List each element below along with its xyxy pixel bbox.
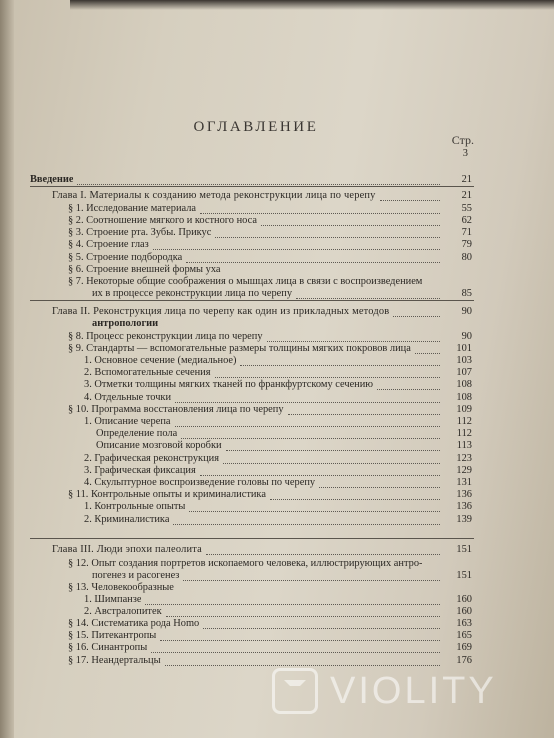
toc-entry-label: § 12. Опыт создания портретов ископаемого человека, иллюстрирующих антро- bbox=[68, 558, 423, 569]
toc-leader-dots bbox=[181, 437, 440, 439]
watermark-text: VIOLITY bbox=[330, 670, 497, 712]
toc-entry-label: 4. Скульптурное воспроизведение головы по черепу bbox=[84, 477, 316, 488]
watermark-logo-icon bbox=[272, 668, 318, 714]
toc-leader-dots bbox=[319, 486, 440, 488]
toc-entry-page: 160 bbox=[456, 594, 472, 605]
watermark bbox=[272, 668, 542, 720]
toc-entry-page: 62 bbox=[461, 215, 472, 226]
toc-entry-label: Глава I. Материалы к созданию метода реконструкции лица по черепу bbox=[52, 190, 376, 201]
toc-entry-label: § 9. Стандарты — вспомогательные размеры толщины мягких покровов лица bbox=[68, 343, 411, 354]
toc-entry-page: 80 bbox=[461, 252, 472, 263]
toc-entry-label: 3. Отметки толщины мягких тканей по франкфуртскому сечению bbox=[84, 379, 374, 390]
toc-entry-page: 109 bbox=[456, 404, 472, 415]
toc-entry-page: 169 bbox=[456, 642, 472, 653]
toc-leader-dots bbox=[380, 199, 440, 201]
section-divider bbox=[30, 538, 474, 539]
toc-leader-dots bbox=[175, 425, 440, 427]
toc-entry-label: 1. Основное сечение (медиальное) bbox=[84, 355, 237, 366]
toc-entry-label: § 10. Программа восстановления лица по черепу bbox=[68, 404, 284, 415]
toc-entry-page: 103 bbox=[456, 355, 472, 366]
toc-entry-label: 4. Отдельные точки bbox=[84, 392, 172, 403]
toc-entry-label: Описание мозговой коробки bbox=[96, 440, 222, 451]
toc-entry-label: § 16. Синантропы bbox=[68, 642, 148, 653]
toc-entry-label: § 14. Систематика рода Homo bbox=[68, 618, 200, 629]
toc-entry-label: их в процессе реконструкции лица по черепу bbox=[92, 288, 293, 299]
toc-leader-dots bbox=[173, 523, 440, 525]
toc-leader-dots bbox=[186, 261, 440, 263]
toc-leader-dots bbox=[270, 498, 440, 500]
page-gutter-shadow bbox=[0, 0, 14, 738]
toc-entry-page: 21 bbox=[461, 190, 472, 201]
toc-leader-dots bbox=[393, 315, 440, 317]
toc-leader-dots bbox=[240, 364, 440, 366]
toc-entry-page: 21 bbox=[461, 174, 472, 185]
toc-entry-label: § 13. Человекообразные bbox=[68, 582, 174, 593]
toc-leader-dots bbox=[166, 615, 440, 617]
toc-entry-label: § 3. Строение рта. Зубы. Прикус bbox=[68, 227, 212, 238]
toc-entry-label: § 15. Питекантропы bbox=[68, 630, 157, 641]
toc-entry-page: 108 bbox=[456, 392, 472, 403]
toc-entry-label: § 1. Исследование материала bbox=[68, 203, 197, 214]
toc-leader-dots bbox=[261, 224, 440, 226]
toc-leader-dots bbox=[77, 183, 440, 185]
toc-entry-label: § 17. Неандертальцы bbox=[68, 655, 161, 666]
toc-entry-label: 2. Австралопитек bbox=[84, 606, 162, 617]
toc-entry-label: 2. Криминалистика bbox=[84, 514, 170, 525]
toc-entry-page: 85 bbox=[461, 288, 472, 299]
toc-entry-label: § 7. Некоторые общие соображения о мышцах лица в связи с воспроизведением bbox=[68, 276, 423, 287]
toc-entry-label: § 2. Соотношение мягкого и костного носа bbox=[68, 215, 257, 226]
toc-entry-label: Определение пола bbox=[96, 428, 178, 439]
toc-entry-page: 101 bbox=[456, 343, 472, 354]
toc-entry-page: 112 bbox=[456, 428, 472, 439]
toc-leader-dots bbox=[175, 401, 440, 403]
toc-entry-page: 90 bbox=[461, 306, 472, 317]
toc-entry-label: 1. Контрольные опыты bbox=[84, 501, 186, 512]
toc-entry-page: 163 bbox=[456, 618, 472, 629]
section-divider bbox=[30, 186, 474, 187]
toc-entry-page: 176 bbox=[456, 655, 472, 666]
toc-entry-page: 108 bbox=[456, 379, 472, 390]
toc-entry-label: § 11. Контрольные опыты и криминалистика bbox=[68, 489, 266, 500]
toc-entry-label: § 5. Строение подбородка bbox=[68, 252, 183, 263]
toc-entry-page: 165 bbox=[456, 630, 472, 641]
toc-entry-page: 129 bbox=[456, 465, 472, 476]
toc-entry-label: 2. Графическая реконструкция bbox=[84, 453, 219, 464]
toc-entry-label: § 4. Строение глаз bbox=[68, 239, 149, 250]
toc-leader-dots bbox=[189, 510, 440, 512]
toc-leader-dots bbox=[377, 388, 440, 390]
toc-leader-dots bbox=[203, 627, 440, 629]
toc-entry-label: 2. Вспомогательные сечения bbox=[84, 367, 211, 378]
toc-entry-label: § 8. Процесс реконструкции лица по черепу bbox=[68, 331, 263, 342]
toc-entry-page: 136 bbox=[456, 489, 472, 500]
toc-entry-label: 1. Описание черепа bbox=[84, 416, 171, 427]
toc-leader-dots bbox=[165, 664, 440, 666]
toc-entry-page: 71 bbox=[461, 227, 472, 238]
toc-leader-dots bbox=[160, 639, 440, 641]
toc-leader-dots bbox=[226, 449, 440, 451]
toc-entry-page: 55 bbox=[461, 203, 472, 214]
toc-entry-label: 3. Графическая фиксация bbox=[84, 465, 196, 476]
toc-entry-page: 136 bbox=[456, 501, 472, 512]
toc-entry-label: Введение bbox=[30, 174, 74, 185]
toc-entry-label: антропологии bbox=[92, 318, 159, 329]
toc-entry-page: 113 bbox=[456, 440, 472, 451]
toc-entry-page: 90 bbox=[461, 331, 472, 342]
section-divider bbox=[30, 300, 474, 301]
page-column-header: Стр. bbox=[451, 133, 474, 147]
toc-entry-page: 160 bbox=[456, 606, 472, 617]
toc-leader-dots bbox=[153, 248, 440, 250]
toc-leader-dots bbox=[145, 603, 440, 605]
toc-entry-label: § 6. Строение внешней формы уха bbox=[68, 264, 221, 275]
toc-entry-page: 151 bbox=[456, 570, 472, 581]
toc-leader-dots bbox=[183, 579, 440, 581]
toc-leader-dots bbox=[223, 462, 440, 464]
toc-leader-dots bbox=[151, 651, 440, 653]
toc-leader-dots bbox=[415, 352, 440, 354]
toc-leader-dots bbox=[200, 212, 440, 214]
toc-entry-page: 139 bbox=[456, 514, 472, 525]
toc-leader-dots bbox=[267, 340, 440, 342]
toc-leader-dots bbox=[200, 474, 440, 476]
toc-entry-page: 79 bbox=[461, 239, 472, 250]
toc-entry-label: погенез и расогенез bbox=[92, 570, 180, 581]
toc-leader-dots bbox=[296, 297, 440, 299]
toc-entry-label: 1. Шимпанзе bbox=[84, 594, 142, 605]
intro-page-number: 3 bbox=[462, 148, 468, 159]
toc-leader-dots bbox=[215, 236, 440, 238]
toc-leader-dots bbox=[215, 376, 440, 378]
toc-entry-page: 112 bbox=[456, 416, 472, 427]
page-title: ОГЛАВЛЕНИЕ bbox=[193, 119, 319, 135]
toc-entry-page: 107 bbox=[456, 367, 472, 378]
toc-entry-page: 131 bbox=[456, 477, 472, 488]
toc-entry-page: 123 bbox=[456, 453, 472, 464]
toc-leader-dots bbox=[288, 413, 440, 415]
toc-entry-page: 151 bbox=[456, 544, 472, 555]
toc-entry-label: Глава III. Люди эпохи палеолита bbox=[52, 544, 202, 555]
page-top-shadow bbox=[70, 0, 554, 10]
toc-entry-label: Глава II. Реконструкция лица по черепу как один из прикладных методов bbox=[52, 306, 390, 317]
toc-leader-dots bbox=[206, 553, 440, 555]
